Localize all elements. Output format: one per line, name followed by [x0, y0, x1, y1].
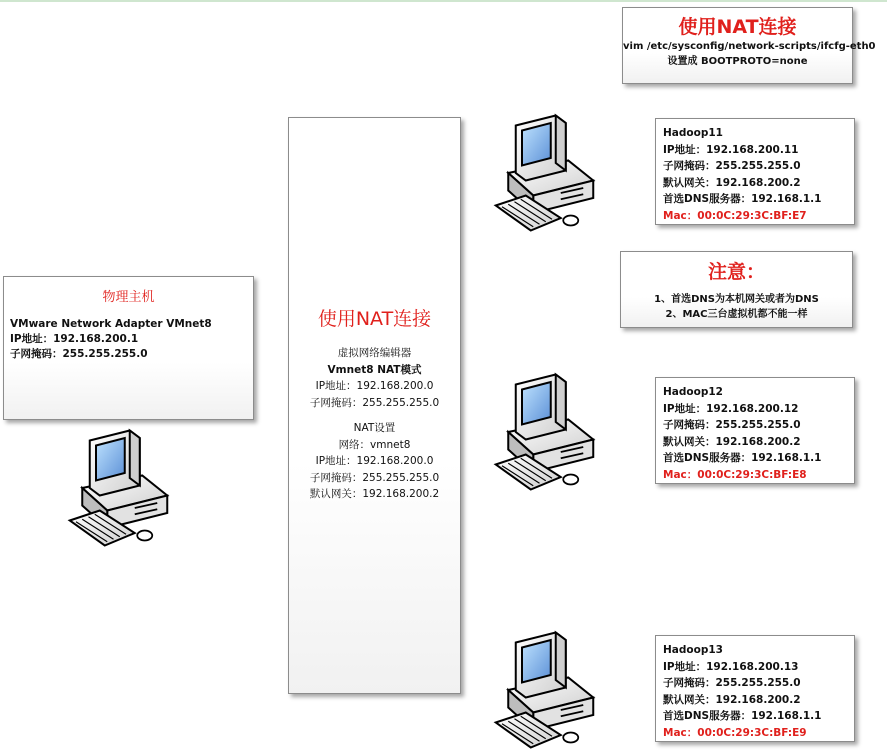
- hadoop-ip: IP地址：192.168.200.13: [663, 660, 799, 673]
- hadoop-gateway: 默认网关：192.168.200.2: [663, 176, 801, 189]
- physical-host-computer-icon: [62, 428, 180, 548]
- hadoop-mask: 子网掩码：255.255.255.0: [663, 677, 801, 689]
- hadoop-name: Hadoop11: [663, 127, 723, 139]
- nat-center-line: IP地址：192.168.200.0: [315, 455, 434, 467]
- notice-title: 注意：: [707, 261, 765, 283]
- notice-line: 2、MAC三台虚拟机都不能一样: [665, 309, 808, 320]
- nat-note-line: vim /etc/sysconfig/network-scripts/ifcfg-eth0: [623, 41, 876, 52]
- physical-host-box: [3, 276, 254, 420]
- hadoop-dns: 首选DNS服务器：192.168.1.1: [663, 452, 822, 464]
- hadoop-mac: Mac：00:0C:29:3C:BF:E8: [663, 468, 807, 481]
- nat-center-title: 使用NAT连接: [317, 308, 432, 330]
- notice-line: 1、首选DNS为本机网关或者为DNS: [654, 294, 819, 305]
- hadoop-ip: IP地址：192.168.200.12: [663, 402, 799, 415]
- nat-connection-box: [288, 117, 461, 694]
- hadoop-name: Hadoop12: [663, 386, 723, 398]
- nat-center-line: 虚拟网络编辑器: [337, 347, 412, 359]
- nat-center-line: IP地址：192.168.200.0: [315, 380, 434, 392]
- host-line: VMware Network Adapter VMnet8: [10, 318, 212, 330]
- top-border-line: [0, 0, 887, 2]
- nat-config-note: [622, 7, 876, 84]
- nat-note-line: 设置成 BOOTPROTO=none: [667, 56, 808, 67]
- hadoop-dns: 首选DNS服务器：192.168.1.1: [663, 193, 822, 205]
- hadoop-mask: 子网掩码：255.255.255.0: [663, 419, 801, 431]
- host-line: 子网掩码：255.255.255.0: [10, 348, 148, 360]
- notice-box: [620, 251, 853, 328]
- hadoop11-info-box: [655, 118, 855, 225]
- host-line: IP地址：192.168.200.1: [10, 333, 139, 345]
- hadoop-name: Hadoop13: [663, 644, 723, 656]
- hadoop13-computer-icon: [488, 630, 606, 750]
- nat-center-line: 网络：vmnet8: [338, 438, 411, 451]
- hadoop11-computer-icon: [488, 113, 606, 233]
- hadoop-mask: 子网掩码：255.255.255.0: [663, 160, 801, 172]
- hadoop-ip: IP地址：192.168.200.11: [663, 143, 799, 156]
- host-title: 物理主机: [102, 290, 155, 305]
- nat-center-line: 默认网关：192.168.200.2: [309, 488, 440, 500]
- hadoop12-computer-icon: [488, 372, 606, 492]
- hadoop-gateway: 默认网关：192.168.200.2: [663, 693, 801, 706]
- hadoop-dns: 首选DNS服务器：192.168.1.1: [663, 710, 822, 722]
- hadoop12-info-box: [655, 377, 855, 484]
- nat-center-line: 子网掩码：255.255.255.0: [309, 471, 440, 484]
- nat-note-title: 使用NAT连接: [678, 16, 797, 38]
- hadoop-mac: Mac：00:0C:29:3C:BF:E7: [663, 209, 807, 222]
- hadoop13-info-box: [655, 635, 855, 742]
- hadoop-mac: Mac：00:0C:29:3C:BF:E9: [663, 726, 807, 739]
- nat-center-line: Vmnet8 NAT模式: [327, 363, 422, 376]
- nat-center-line: NAT设置: [353, 422, 396, 434]
- nat-center-line: 子网掩码：255.255.255.0: [309, 396, 440, 409]
- hadoop-gateway: 默认网关：192.168.200.2: [663, 435, 801, 448]
